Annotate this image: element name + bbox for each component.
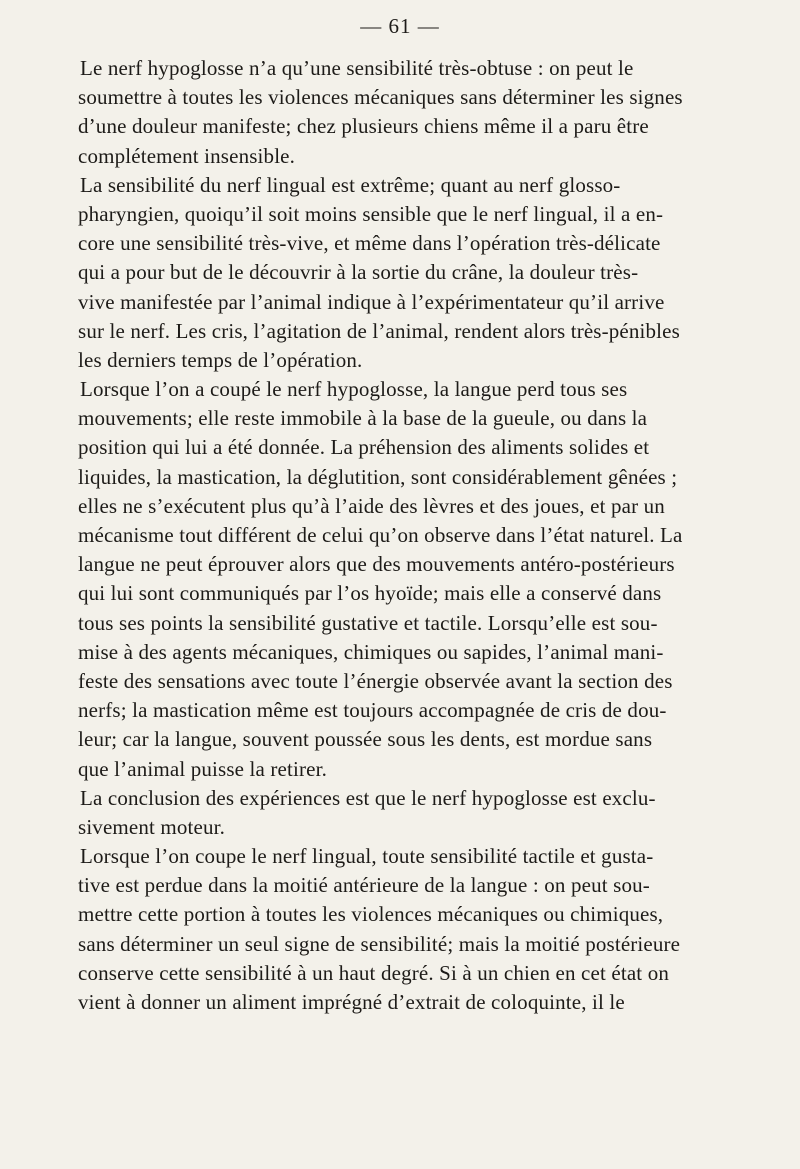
text-line: qui lui sont communiqués par l’os hyoïde; mais elle a conservé dans bbox=[78, 581, 662, 606]
text-line: vive manifestée par l’animal indique à l’expérimentateur qu’il arrive bbox=[78, 289, 665, 314]
text-line: langue ne peut éprouver alors que des mouvements antéro-postérieurs bbox=[78, 552, 675, 577]
text-line: leur; car la langue, souvent poussée sous les dents, est mordue sans bbox=[78, 727, 653, 752]
text-line: pharyngien, quoiqu’il soit moins sensible que le nerf lingual, il a en- bbox=[78, 201, 664, 226]
text-line: Le nerf hypoglosse n’a qu’une sensibilité très-obtuse : on peut le bbox=[80, 56, 634, 80]
text-line: sivement moteur. bbox=[78, 814, 226, 839]
text-line: conserve cette sensibilité à un haut degré. Si à un chien en cet état on bbox=[78, 960, 669, 985]
body-text bbox=[80, 54, 770, 1017]
text-line: complétement insensible. bbox=[78, 143, 296, 168]
text-line: feste des sensations avec toute l’énergie observée avant la section des bbox=[78, 668, 673, 693]
text-line: tous ses points la sensibilité gustative et tactile. Lorsqu’elle est sou- bbox=[78, 610, 658, 635]
text-line: soumettre à toutes les violences mécaniques sans déterminer les signes bbox=[78, 85, 683, 110]
text-line: La conclusion des expériences est que le nerf hypoglosse est exclu- bbox=[80, 785, 656, 810]
text-line: sur le nerf. Les cris, l’agitation de l’animal, rendent alors très-pénibles bbox=[78, 318, 680, 343]
text-line: tive est perdue dans la moitié antérieure de la langue : on peut sou- bbox=[78, 873, 650, 898]
text-line: vient à donner un aliment imprégné d’extrait de coloquinte, il le bbox=[78, 990, 625, 1014]
text-line: mettre cette portion à toutes les violences mécaniques ou chimiques, bbox=[78, 902, 664, 927]
text-line: nerfs; la mastication même est toujours accompagnée de cris de dou- bbox=[78, 698, 667, 723]
text-line: d’une douleur manifeste; chez plusieurs chiens même il a paru être bbox=[78, 114, 649, 139]
text-line: position qui lui a été donnée. La préhension des aliments solides et bbox=[78, 435, 650, 460]
text-line: core une sensibilité très-vive, et même dans l’opération très-délicate bbox=[78, 231, 661, 256]
text-line: mise à des agents mécaniques, chimiques ou sapides, l’animal mani- bbox=[78, 639, 664, 664]
page-number: — 61 — bbox=[360, 14, 440, 38]
text-line: mouvements; elle reste immobile à la base de la gueule, ou dans la bbox=[78, 406, 648, 431]
text-line: Lorsque l’on a coupé le nerf hypoglosse, la langue perd tous ses bbox=[80, 377, 628, 402]
text-line: que l’animal puisse la retirer. bbox=[78, 756, 327, 781]
text-line: liquides, la mastication, la déglutition, sont considérablement gênées ; bbox=[78, 464, 678, 489]
text-line: qui a pour but de le découvrir à la sortie du crâne, la douleur très- bbox=[78, 260, 639, 285]
text-line: elles ne s’exécutent plus qu’à l’aide des lèvres et des joues, et par un bbox=[78, 493, 665, 518]
text-line: les derniers temps de l’opération. bbox=[78, 347, 363, 372]
text-line: sans déterminer un seul signe de sensibilité; mais la moitié postérieure bbox=[78, 931, 681, 956]
text-line: mécanisme tout différent de celui qu’on observe dans l’état naturel. La bbox=[78, 523, 683, 547]
text-line: Lorsque l’on coupe le nerf lingual, toute sensibilité tactile et gusta- bbox=[80, 844, 654, 869]
text-line: La sensibilité du nerf lingual est extrême; quant au nerf glosso- bbox=[80, 172, 621, 197]
